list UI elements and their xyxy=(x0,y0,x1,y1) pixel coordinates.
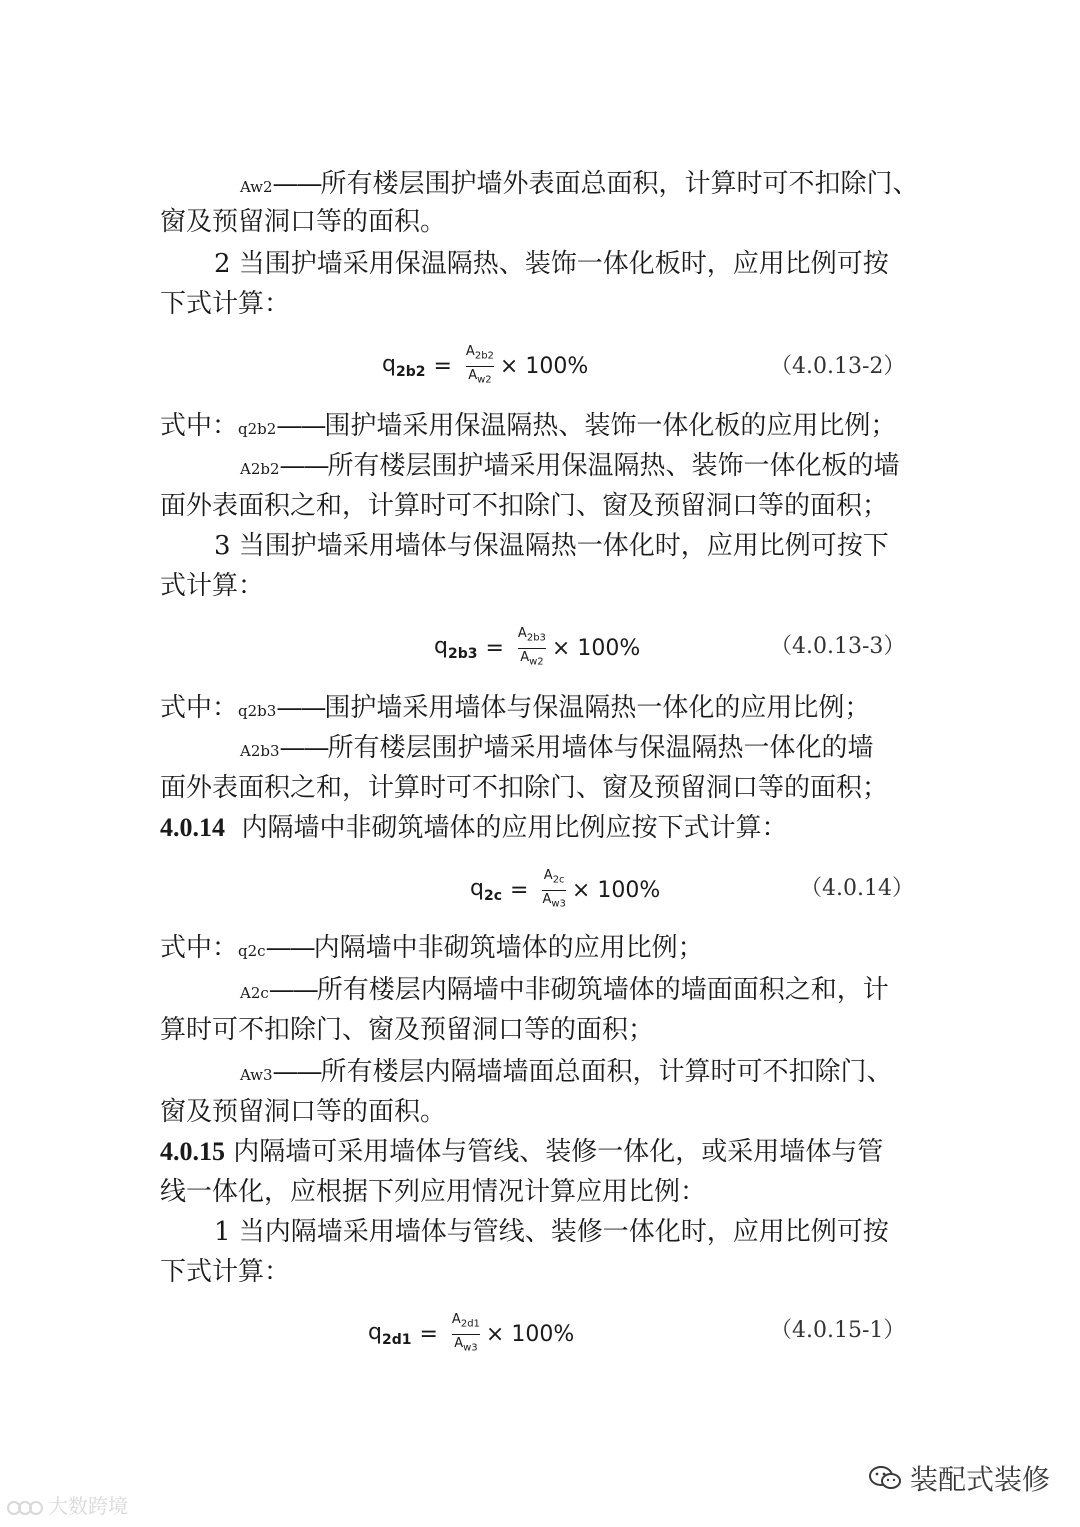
den-symbol: A xyxy=(520,649,530,665)
equation-number: （4.0.14） xyxy=(800,876,914,901)
num-subscript: 2c xyxy=(552,874,565,886)
text-line: 下式计算： xyxy=(160,289,291,319)
dash: —— xyxy=(279,451,328,481)
fraction xyxy=(452,1312,480,1356)
definition-line xyxy=(160,930,704,969)
num-symbol: A xyxy=(517,626,527,641)
wechat-icon xyxy=(868,1464,902,1492)
equation-number: （4.0.13-2） xyxy=(770,354,906,379)
dash: —— xyxy=(268,975,317,1005)
dash: —— xyxy=(276,693,325,723)
text: 内隔墙中非砌筑墙体的应用比例应按下式计算： xyxy=(241,813,788,843)
text: 围护墙采用墙体与保温隔热一体化的应用比例； xyxy=(324,693,871,723)
fraction-bar xyxy=(542,890,565,891)
formula-4-0-13-2 xyxy=(382,344,588,388)
text-line: 线一体化，应根据下列应用情况计算应用比例： xyxy=(160,1177,707,1207)
formula-rhs: × 100% xyxy=(499,353,589,379)
definition-line xyxy=(160,690,870,729)
den-subscript: w3 xyxy=(463,1342,478,1354)
definition-line xyxy=(240,1054,893,1093)
symbol-label: Aw2 xyxy=(240,178,273,196)
fraction xyxy=(542,868,565,912)
q-symbol: q xyxy=(368,1320,382,1346)
denominator xyxy=(468,368,491,389)
equals-sign: = xyxy=(419,1321,438,1347)
q-symbol: q xyxy=(434,634,448,660)
den-subscript: w2 xyxy=(477,374,492,386)
den-symbol: A xyxy=(454,1335,464,1351)
text-line: 式计算： xyxy=(160,571,265,601)
formula-4-0-13-3 xyxy=(434,626,640,670)
dash: —— xyxy=(265,933,314,963)
text-line: 3 当围护墙采用墙体与保温隔热一体化时，应用比例可按下 xyxy=(214,531,889,561)
formula-4-0-15-1 xyxy=(368,1312,574,1356)
definition-line xyxy=(240,448,900,487)
clause-number: 4.0.14 xyxy=(160,813,225,842)
denominator xyxy=(520,650,543,671)
num-subscript: 2b2 xyxy=(474,350,494,362)
text-line: 2 当围护墙采用保温隔热、装饰一体化板时，应用比例可按 xyxy=(214,249,889,279)
symbol-label: q2b2 xyxy=(238,420,277,438)
equals-sign: = xyxy=(433,353,452,379)
formula-4-0-14 xyxy=(470,868,660,912)
formula-lhs xyxy=(382,352,425,380)
clause-line xyxy=(160,1134,883,1170)
definition-line xyxy=(160,408,896,447)
prefix: 式中： xyxy=(160,933,239,963)
text: 所有楼层内隔墙墙面总面积，计算时可不扣除门、 xyxy=(320,1057,893,1087)
symbol-label: A2b2 xyxy=(240,460,280,478)
num-symbol: A xyxy=(465,344,475,359)
prefix: 式中： xyxy=(160,411,239,441)
watermark-left-text: 大数跨境 xyxy=(48,1494,128,1518)
formula-lhs xyxy=(368,1320,411,1348)
fraction-bar xyxy=(518,648,546,649)
definition-line xyxy=(240,730,874,769)
den-symbol: A xyxy=(468,367,478,383)
text: 所有楼层围护墙外表面总面积，计算时可不扣除门、 xyxy=(320,169,919,199)
text-line: 面外表面积之和，计算时可不扣除门、窗及预留洞口等的面积； xyxy=(160,491,889,521)
fraction xyxy=(518,626,546,670)
num-subscript: 2b3 xyxy=(526,632,546,644)
denominator xyxy=(542,892,565,913)
symbol-label: Aw3 xyxy=(240,1066,273,1084)
formula-lhs xyxy=(434,634,477,662)
definition-line xyxy=(240,972,889,1011)
text-line: 算时可不扣除门、窗及预留洞口等的面积； xyxy=(160,1015,655,1045)
den-subscript: w2 xyxy=(529,656,544,668)
symbol-label: A2c xyxy=(240,984,269,1002)
symbol-label: q2b3 xyxy=(238,702,277,720)
q-subscript: 2d1 xyxy=(381,1332,412,1349)
numerator xyxy=(518,626,546,647)
dash: —— xyxy=(276,411,325,441)
denominator xyxy=(454,1336,477,1357)
dash: —— xyxy=(279,733,328,763)
text-line: 窗及预留洞口等的面积。 xyxy=(160,1097,447,1127)
den-subscript: w3 xyxy=(551,898,566,910)
text: 所有楼层围护墙采用墙体与保温隔热一体化的墙 xyxy=(327,733,874,763)
text-line: 下式计算： xyxy=(160,1257,291,1287)
formula-lhs xyxy=(470,876,502,904)
equation-number: （4.0.15-1） xyxy=(770,1318,906,1343)
num-symbol: A xyxy=(451,1312,461,1327)
equation-number: （4.0.13-3） xyxy=(770,634,906,659)
numerator xyxy=(544,868,565,889)
symbol-label: A2b3 xyxy=(240,742,280,760)
q-subscript: 2b2 xyxy=(395,364,426,381)
clause-line xyxy=(160,810,788,846)
dash: —— xyxy=(272,169,321,199)
prefix: 式中： xyxy=(160,693,239,723)
symbol-label: q2c xyxy=(238,942,266,960)
watermark-right-text: 装配式装修 xyxy=(909,1463,1050,1496)
text-line: 面外表面积之和，计算时可不扣除门、窗及预留洞口等的面积； xyxy=(160,773,889,803)
q-subscript: 2c xyxy=(483,888,503,905)
numerator xyxy=(452,1312,480,1333)
q-subscript: 2b3 xyxy=(447,646,478,663)
clause-number: 4.0.15 xyxy=(160,1137,225,1166)
fraction-bar xyxy=(452,1334,480,1335)
equals-sign: = xyxy=(510,877,529,903)
text: 所有楼层围护墙采用保温隔热、装饰一体化板的墙 xyxy=(327,451,900,481)
numerator xyxy=(466,344,494,365)
text: 内隔墙中非砌筑墙体的应用比例； xyxy=(313,933,704,963)
dash: —— xyxy=(272,1057,321,1087)
formula-rhs: × 100% xyxy=(551,635,641,661)
definition-line xyxy=(240,166,919,205)
equals-sign: = xyxy=(485,635,504,661)
num-symbol: A xyxy=(543,868,553,883)
text: 内隔墙可采用墙体与管线、装修一体化，或采用墙体与管 xyxy=(233,1137,884,1167)
formula-rhs: × 100% xyxy=(571,877,661,903)
circles-logo-icon xyxy=(6,1497,44,1519)
text: 所有楼层内隔墙中非砌筑墙体的墙面面积之和，计 xyxy=(316,975,889,1005)
q-symbol: q xyxy=(382,352,396,378)
num-subscript: 2d1 xyxy=(460,1318,480,1330)
watermark-left xyxy=(6,1490,128,1519)
fraction-bar xyxy=(466,366,494,367)
q-symbol: q xyxy=(470,876,484,902)
fraction xyxy=(466,344,494,388)
den-symbol: A xyxy=(542,891,552,907)
text: 围护墙采用保温隔热、装饰一体化板的应用比例； xyxy=(324,411,897,441)
text-line: 1 当内隔墙采用墙体与管线、装修一体化时，应用比例可按 xyxy=(214,1217,889,1247)
watermark-right xyxy=(868,1458,1050,1498)
formula-rhs: × 100% xyxy=(485,1321,575,1347)
text-line: 窗及预留洞口等的面积。 xyxy=(160,207,447,237)
